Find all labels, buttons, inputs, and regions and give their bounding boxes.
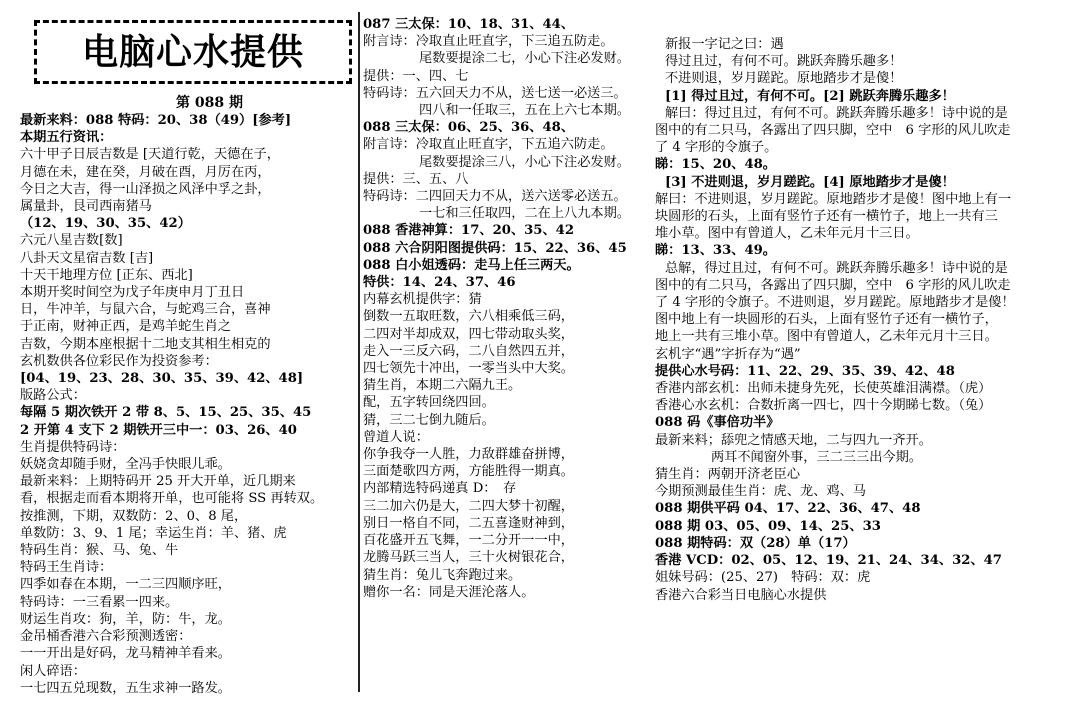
text-line: 四季如春在本期，一二三四顺序旺， — [20, 577, 231, 593]
text-line: 一七和三任取四，二在上八九本期。 — [419, 206, 630, 222]
text-line: 走入一三反六码，二八自然四五并， — [363, 343, 574, 359]
text-line: 本期五行资讯： — [20, 130, 113, 146]
text-line: 单数防：3、9、1 尾；幸运生肖：羊、猪、虎 — [20, 525, 287, 541]
text-line: 最新来料；舔兜之情感天地，二与四九一齐开。 — [655, 432, 932, 448]
issue-number: 第 088 期 — [176, 95, 243, 111]
text-line: 087 三太保：10、18、31、44、 — [363, 17, 575, 32]
text-line: 一一开出是好码，龙马精神羊看来。 — [20, 646, 231, 662]
text-line: 附言诗：冷取直止旺直字，下三追五防走。 — [363, 34, 614, 50]
title-box — [34, 20, 352, 84]
text-line: 吉数，今期本座根据十二地支其相生相克的 — [20, 336, 271, 352]
text-line: 特码诗：五六回天力不从，送七送一必送三。 — [363, 85, 627, 101]
text-line: 最新来料：上期特码开 25 开大开单，近几期来 — [20, 474, 296, 490]
text-line: 2 开第 4 支下 2 期铁开三中一：03、26、40 — [20, 422, 297, 438]
text-line: 088 期 03、05、09、14、25、33 — [655, 518, 881, 534]
text-line: 得过且过，有何不可。跳跃奔腾乐趣多！ — [665, 54, 903, 70]
text-line: 两耳不闻窗外事，三二三三出今期。 — [711, 449, 922, 465]
text-line: 提供：一、四、七 — [363, 68, 469, 84]
text-line: 龙腾马跃三当人，三十火树银花合， — [363, 550, 574, 566]
text-line: 图中地上有一块圆形的石头，上面有竖竹子还有一横竹子， — [655, 312, 998, 328]
text-line: 属量卦，艮司西南猪马 — [20, 199, 152, 215]
text-line: 赠你一名：同是天涯沦落人。 — [363, 584, 535, 600]
text-line: 金吊桶香港六合彩预测透密： — [20, 629, 192, 645]
column-divider — [358, 12, 360, 692]
right-column — [655, 36, 1075, 604]
text-line: 二四对半却成双，四七带动取头奖， — [363, 326, 574, 342]
text-line: 别日一格自不同，二五喜逢财神到， — [363, 515, 574, 531]
text-line: （12、19、30、35、42） — [20, 216, 191, 232]
text-line: 八卦天文星宿吉数 [吉] — [20, 250, 154, 266]
text-line: 每隔 5 期次铁开 2 带 8、5、15、25、35、45 — [20, 405, 312, 421]
text-line: 特码诗：一三看累一四来。 — [20, 594, 179, 610]
text-line: 版路公式： — [20, 388, 86, 404]
text-line: 总解，得过且过，有何不可。跳跃奔腾乐趣多！诗中说的是 — [665, 260, 1008, 276]
text-line: 曾道人说： — [363, 429, 429, 445]
text-line: 了 4 字形的令旗子。 — [655, 140, 778, 156]
text-line: [3] 不进则退，岁月蹉跎。[4] 原地踏步才是傻！ — [665, 174, 955, 190]
text-line: 三二加六仍是大，二四大梦十初醒， — [363, 498, 574, 514]
text-line: 块圆形的石头，上面有竖竹子还有一横竹子，地上一共有三 — [655, 209, 998, 225]
text-line: 不进则退，岁月蹉跎。原地踏步才是傻！ — [665, 71, 903, 87]
text-line: 睇：13、33、49。 — [655, 243, 776, 259]
text-line: 倒数一五取旺数，六八相乘低三码， — [363, 309, 574, 325]
text-line: [1] 得过且过，有何不可。[2] 跳跃奔腾乐趣多！ — [665, 88, 955, 104]
text-line: 睇：15、20、48。 — [655, 157, 776, 173]
text-line: 妖娆贪却随手财，全冯手快眼儿乖。 — [20, 457, 231, 473]
text-line: 088 码《事倍功半》 — [655, 415, 780, 431]
text-line: 玄机字“遇”字折存为“遇” — [655, 346, 801, 362]
text-line: 了 4 字形的令旗子。不进则退，岁月蹉跎。原地踏步才是傻！ — [655, 295, 1015, 311]
text-line: 香港 VCD：02、05、12、19、21、24、34、32、47 — [655, 553, 1002, 569]
text-line: 本期开奖时间空为戊子年庚申月丁丑日 — [20, 285, 245, 301]
text-line: 月德在未，建在癸，月破在酉，月厉在丙， — [20, 164, 271, 180]
text-line: 附言诗：冷取直止旺直字，下五追六防走。 — [363, 137, 614, 153]
text-line: 图中的有二只马，各露出了四只脚，空中 6 字形的风儿吹走 — [655, 277, 1011, 293]
text-line: 088 三太保：06、25、36、48、 — [363, 120, 575, 136]
text-line: 提供：三、五、八 — [363, 171, 469, 187]
text-line: 生肖提供特码诗： — [20, 439, 126, 455]
text-line: [04、19、23、28、30、35、39、42、48] — [20, 371, 304, 387]
text-line: 最新来料：088 特码：20、38（49）[参考] — [20, 113, 292, 128]
text-line: 香港内部玄机：出师未捷身先死，长使英雄泪满襟。（虎） — [655, 381, 992, 397]
text-line: 内幕玄机提供字：猜 — [363, 292, 482, 308]
text-line: 四七领先十冲出，一零当头中大奖。 — [363, 361, 574, 377]
text-line: 你争我夺一人胜，力敌群雄奋拼博， — [363, 447, 574, 463]
text-line: 百花盛开五飞舞，一二分开一一中， — [363, 533, 574, 549]
text-line: 按推测，下期，双数防：2、0、8 尾， — [20, 508, 248, 524]
text-line: 看，根据走而看本期将开单，也可能将 SS 再转双。 — [20, 491, 324, 507]
text-line: 特码诗：二四回天力不从，送六送零必送五。 — [363, 189, 627, 205]
page-title: 电脑心水提供 — [81, 32, 304, 73]
middle-column — [363, 16, 653, 601]
text-line: 堆小草。图中有曾道人，乙未年元月十三日。 — [655, 226, 919, 242]
text-line: 今日之大吉，得一山泽损之风泽中孚之卦， — [20, 181, 271, 197]
text-line: 猜生肖：两朝开济老臣心 — [655, 467, 801, 483]
text-line: 于正南，财神正西，是鸡羊蛇生肖之 — [20, 319, 231, 335]
text-line: 猜，三二七倒九随后。 — [363, 412, 495, 428]
text-line: 提供心水号码：11、22、29、35、39、42、48 — [655, 363, 955, 379]
text-line: 特码生肖：猴、马、兔、牛 — [20, 543, 179, 559]
text-line: 猜生肖：兔儿飞奔跑过来。 — [363, 567, 522, 583]
text-line: 猜生肖，本期二六隔九王。 — [363, 378, 522, 394]
text-line: 088 期供平码 04、17、22、36、47、48 — [655, 501, 921, 517]
text-line: 玄机数供各位彩民作为投资参考： — [20, 353, 218, 369]
text-line: 配，五字转回绕四回。 — [363, 395, 495, 411]
text-line: 香港心水玄机：合数折离一四七，四十今期睇七数。（兔） — [655, 398, 992, 414]
text-line: 日，牛冲羊，与鼠六合，与蛇鸡三合，喜神 — [20, 302, 271, 318]
text-line: 088 期特码：双（28）单（17） — [655, 535, 856, 551]
text-line: 088 六合阴阳图提供码：15、22、36、45 — [363, 240, 627, 256]
text-line: 香港六合彩当日电脑心水提供 — [655, 587, 827, 603]
text-line: 尾数要提涂二七，小心下注必发财。 — [419, 51, 630, 67]
text-line: 088 香港神算：17、20、35、42 — [363, 223, 575, 239]
text-line: 尾数要提涂三八，小心下注必发财。 — [419, 154, 630, 170]
text-line: 特码王生肖诗： — [20, 560, 113, 576]
text-line: 姐妹号码：(25、27) 特码：双：虎 — [655, 570, 871, 586]
text-line: 088 白小姐透码：走马上任三两天。 — [363, 257, 580, 273]
text-line: 四八和一任取三，五在上六七本期。 — [419, 103, 630, 119]
text-line: 内部精选特码递真 D： 存 — [363, 481, 517, 497]
text-line: 六元八星吉数[数] — [20, 233, 123, 249]
text-line: 地上一共有三堆小草。图中有曾道人，乙未年元月十三日。 — [655, 329, 998, 345]
text-line: 解曰：得过且过，有何不可。跳跃奔腾乐趣多！诗中说的是 — [665, 105, 1008, 121]
text-line: 今期预测最佳生肖：虎、龙、鸡、马 — [655, 484, 866, 500]
text-line: 财运生肖攻：狗，羊，防：牛，龙。 — [20, 611, 231, 627]
text-line: 新报一字记之曰：遇 — [665, 37, 784, 52]
text-line: 一七四五兑现数，五生求神一路发。 — [20, 680, 231, 696]
text-line: 闲人碎语： — [20, 663, 86, 679]
text-line: 图中的有二只马，各露出了四只脚，空中 6 字形的风儿吹走 — [655, 123, 1011, 139]
text-line: 六十甲子日辰吉数是 [天道行乾，天德在子， — [20, 147, 280, 163]
text-line: 三面楚歌四方两，方能胜得一期真。 — [363, 464, 574, 480]
text-line: 解曰：不进则退，岁月蹉跎。原地踏步才是傻！图中地上有一 — [655, 191, 1012, 207]
left-column — [20, 112, 352, 697]
text-line: 十天干地理方位 [正东、西北] — [20, 267, 193, 283]
text-line: 特供：14、24、37、46 — [363, 275, 516, 291]
